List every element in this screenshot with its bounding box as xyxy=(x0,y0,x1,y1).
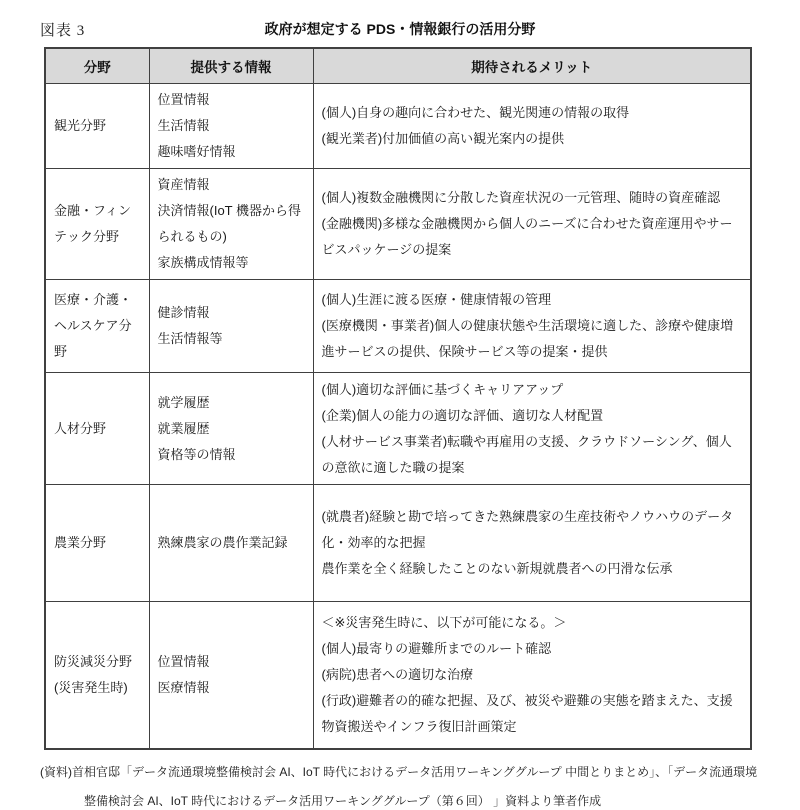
provided-info-item: 健診情報 xyxy=(157,305,210,320)
provided-info-cell xyxy=(149,280,313,373)
source-note-line-1: (資料)首相官邸「データ流通環境整備検討会 AI、IoT 時代におけるデータ活用ワーキンググループ 中間とりまとめ」、「データ流通環境 xyxy=(40,764,758,779)
table-row xyxy=(45,485,751,602)
field-text: 観光分野 xyxy=(54,118,107,133)
table-row xyxy=(45,280,751,373)
expected-merit-item: 農作業を全く経験したことのない新規就農者への円滑な伝承 xyxy=(321,561,673,576)
expected-merit-item: (就農者)経験と勘で培ってきた熟練農家の生産技術やノウハウのデータ化・効率的な把握 xyxy=(321,509,734,550)
expected-merit-cell xyxy=(313,485,751,602)
field-cell xyxy=(45,485,149,602)
table-row xyxy=(45,84,751,169)
provided-info-item: 家族構成情報等 xyxy=(157,255,249,270)
expected-merit-item: (個人)生涯に渡る医療・健康情報の管理 xyxy=(321,292,552,307)
field-cell xyxy=(45,280,149,373)
field-cell xyxy=(45,602,149,749)
expected-merit-item: (観光業者)付加価値の高い観光案内の提供 xyxy=(321,131,565,146)
provided-info-item: 位置情報 xyxy=(157,92,210,107)
provided-info-item: 熟練農家の農作業記録 xyxy=(157,535,288,550)
expected-merit-item: (行政)避難者の的確な把握、及び、被災や避難の実態を踏まえた、支援物資搬送やインフラ復旧計画策定 xyxy=(321,692,733,734)
expected-merit-cell xyxy=(313,602,751,749)
table-header-row xyxy=(45,48,751,84)
expected-merit-item: (個人)複数金融機関に分散した資産状況の一元管理、随時の資産確認 xyxy=(321,190,721,205)
field-text: (災害発生時) xyxy=(54,679,128,695)
provided-info-item: 生活情報 xyxy=(157,118,210,133)
field-cell xyxy=(45,373,149,485)
field-text: 農業分野 xyxy=(54,535,107,550)
field-text: 防災減災分野 xyxy=(54,653,133,669)
table-row xyxy=(45,169,751,280)
source-note xyxy=(40,758,760,810)
field-cell xyxy=(45,169,149,280)
provided-info-cell xyxy=(149,602,313,749)
field-text: 人材分野 xyxy=(54,420,107,436)
field-text: 金融・フィンテック分野 xyxy=(54,203,131,244)
page-title: 政府が想定する PDS・情報銀行の活用分野 xyxy=(264,21,536,37)
field-cell xyxy=(45,84,149,169)
provided-info-item: 生活情報等 xyxy=(157,331,223,346)
provided-info-item: 資格等の情報 xyxy=(157,446,236,462)
provided-info-item: 就業履歴 xyxy=(157,420,210,436)
provided-info-cell xyxy=(149,485,313,602)
provided-info-item: 医療情報 xyxy=(157,679,210,695)
column-header-info: 提供する情報 xyxy=(149,48,313,84)
expected-merit-cell xyxy=(313,84,751,169)
figure-caption xyxy=(40,16,760,42)
column-header-merit: 期待されるメリット xyxy=(313,48,751,84)
provided-info-cell xyxy=(149,373,313,485)
expected-merit-item: (個人)自身の趣向に合わせた、観光関連の情報の取得 xyxy=(321,105,630,120)
provided-info-item: 趣味嗜好情報 xyxy=(157,144,236,159)
provided-info-item: 資産情報 xyxy=(157,177,210,192)
expected-merit-item: (医療機関・事業者)個人の健康状態や生活環境に適した、診療や健康増進サービスの提供、保険サービス等の提案・提供 xyxy=(321,318,734,359)
figure-label: 図表 3 xyxy=(40,23,86,39)
field-text: 医療・介護・ヘルスケア分野 xyxy=(54,292,133,359)
provided-info-cell xyxy=(149,84,313,169)
pds-usage-table xyxy=(44,47,752,750)
expected-merit-item: (個人)適切な評価に基づくキャリアアップ xyxy=(321,381,564,397)
expected-merit-item: (企業)個人の能力の適切な評価、適切な人材配置 xyxy=(321,407,604,423)
expected-merit-cell xyxy=(313,280,751,373)
table-row xyxy=(45,602,751,749)
provided-info-cell xyxy=(149,169,313,280)
expected-merit-item: ＜※災害発生時に、以下が可能になる。＞ xyxy=(321,614,567,630)
expected-merit-item: (人材サービス事業者)転職や再雇用の支援、クラウドソーシング、個人の意欲に適した職の提案 xyxy=(321,433,732,475)
column-header-field: 分野 xyxy=(45,48,149,84)
provided-info-item: 位置情報 xyxy=(157,653,210,669)
provided-info-item: 就学履歴 xyxy=(157,394,210,410)
expected-merit-item: (個人)最寄りの避難所までのルート確認 xyxy=(321,640,552,656)
expected-merit-cell xyxy=(313,373,751,485)
expected-merit-cell xyxy=(313,169,751,280)
table-row xyxy=(45,373,751,485)
provided-info-item: 決済情報(IoT 機器から得られるもの) xyxy=(157,203,301,244)
source-note-line-2: 整備検討会 AI、IoT 時代におけるデータ活用ワーキンググループ（第６回） 」資料より筆者作成 xyxy=(84,793,602,808)
expected-merit-item: (金融機関)多様な金融機関から個人のニーズに合わせた資産運用やサービスパッケージの提案 xyxy=(321,216,733,257)
expected-merit-item: (病院)患者への適切な治療 xyxy=(321,666,474,682)
